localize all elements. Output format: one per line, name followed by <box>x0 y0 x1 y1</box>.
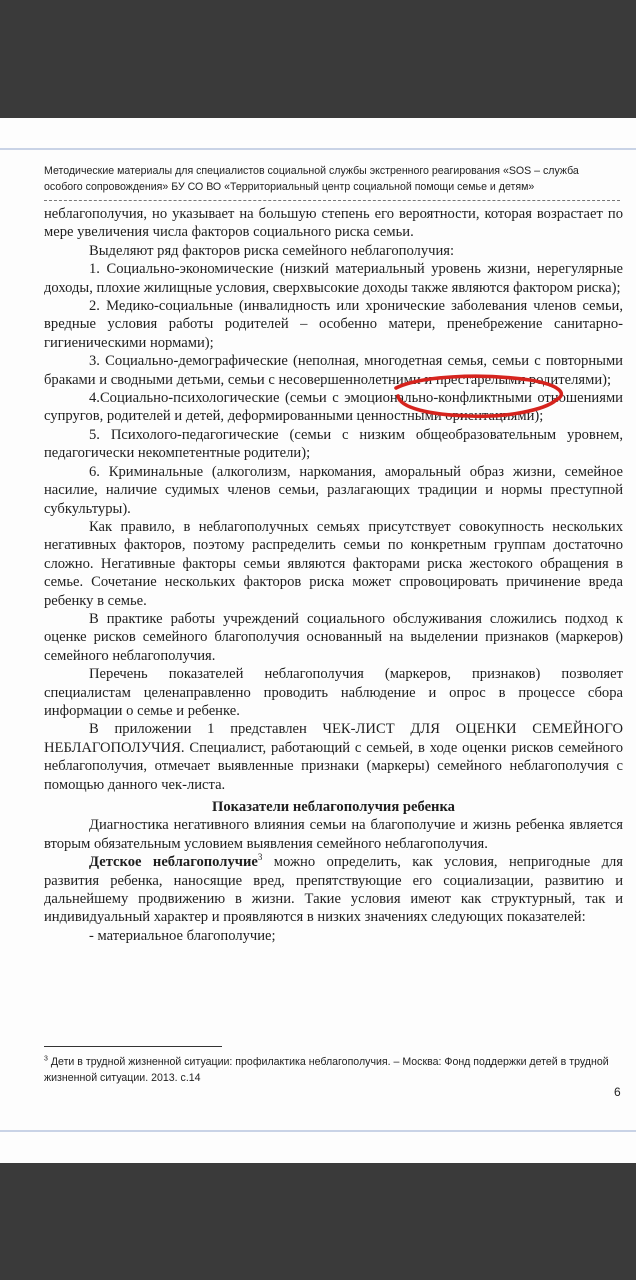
paragraph-text: можно определить, как условия, непригодные для развития ребенка, наносящие вред, препятствующие его социализации, развитию и дальнейшему продвижению в жизни. Такие условия имеют как структурный, так и индивидуальный характер и проявляются в низких значениях следующих показателей: <box>44 854 623 926</box>
top-dark-bar <box>0 0 636 118</box>
footnote-marker: 3 <box>44 1055 48 1063</box>
footnote-text: Дети в трудной жизненной ситуации: профилактика неблагополучия. – Москва: Фонд поддержки детей в трудной жизненной ситуации. 2013. с.14 <box>44 1056 609 1084</box>
list-item: - материальное благополучие; <box>89 927 276 944</box>
body-text <box>44 205 623 945</box>
term-bold: Детское неблагополучие <box>89 854 258 871</box>
paragraph <box>44 853 623 927</box>
paragraph: Выделяют ряд факторов риска семейного неблагополучия: <box>89 242 455 259</box>
footnote-divider <box>44 1046 222 1047</box>
section-heading: Показатели неблагополучия ребенка <box>212 799 455 815</box>
paragraph: неблагополучия, но указывает на большую степень его вероятности, которая возрастает по мере увеличения числа факторов социального риска семьи. <box>44 206 623 241</box>
list-item: 5. Психолого-педагогические (семьи с низким общеобразовательным уровнем, педагогически некомпетентные родители); <box>44 426 623 462</box>
list-item: 4.Социально-психологические (семьи с эмоционально-конфликтными отношениями супругов, родителей и детей, деформированными ценностными ориентациями); <box>44 390 623 425</box>
paragraph: Как правило, в неблагополучных семьях присутствует совокупность нескольких негативных факторов, поэтому распределить семьи по конкретным группам достаточно сложно. Негативные факторы семьи являются факторами риска жестокого обращения в семье. Сочетание нескольких факторов риска может спровоцировать причинение вреда ребенку в семье. <box>44 518 623 609</box>
paragraph: В приложении 1 представлен ЧЕК-ЛИСТ ДЛЯ ОЦЕНКИ СЕМЕЙНОГО НЕБЛАГОПОЛУЧИЯ. Специалист, работающий с семьей, в ходе оценки рисков семейного неблагополучия, отмечает выявленные признаки (маркеры) семейного неблагополучия с помощью данного чек-листа. <box>44 721 623 793</box>
list-item: 2. Медико-социальные (инвалидность или хронические заболевания членов семьи, вредные условия работы родителей – особенно матери, пренебрежение санитарно-гигиеническими нормами); <box>44 298 623 351</box>
running-header: Методические материалы для специалистов социальной службы экстренного реагирования «SOS – служба особого сопровождения» БУ СО ВО «Территориальный центр социальной помощи семье и детям» <box>44 165 579 193</box>
paragraph: В практике работы учреждений социального обслуживания сложились подход к оценке рисков семейного благополучия основанный на выделении признаков (маркеров) семейного неблагополучия. <box>44 610 623 664</box>
paragraph: Диагностика негативного влияния семьи на благополучие и жизнь ребенка является вторым обязательным условием выявления семейного неблагополучия. <box>44 817 623 852</box>
footnote-ref: 3 <box>257 852 263 863</box>
header-divider <box>44 200 620 201</box>
bottom-dark-bar <box>0 1163 636 1280</box>
paragraph: Перечень показателей неблагополучия (маркеров, признаков) позволяет специалистам целенаправленно проводить наблюдение и опрос в процессе сбора информации о семье и ребенке. <box>44 666 623 719</box>
footnote <box>44 1054 620 1086</box>
list-item: 3. Социально-демографические (неполная, многодетная семья, семьи с повторными браками и сводными детьми, семьи с несовершеннолетними и престарелыми родителями); <box>44 353 623 388</box>
page-bottom-edge <box>0 1130 636 1132</box>
list-item: 6. Криминальные (алкоголизм, наркомания, аморальный образ жизни, семейное насилие, наличие судимых членов семьи, разлагающих традиции и нормы преступной субкультуры). <box>44 463 623 517</box>
list-item: 1. Социально-экономические (низкий материальный уровень жизни, нерегулярные доходы, плохие жилищные условия, сверхвысокие доходы также являются фактором риска); <box>44 261 623 296</box>
document-page <box>0 118 636 1163</box>
page-number: 6 <box>614 1085 621 1099</box>
page-top-edge <box>0 148 636 150</box>
